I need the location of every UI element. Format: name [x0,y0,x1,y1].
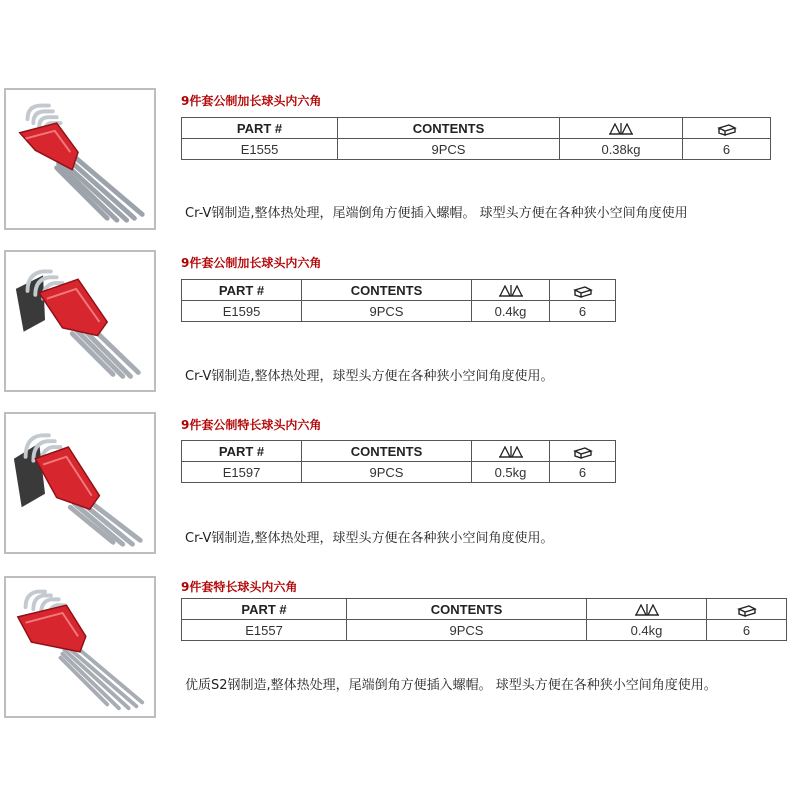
hex-key-set-image [6,90,154,228]
contents-value: 9PCS [338,139,560,160]
product-description: 优质S2钢制造,整体热处理，尾端倒角方便插入螺帽。 球型头方便在各种狭小空间角度使用。 [185,678,717,693]
product-description: Cr-V钢制造,整体热处理，球型头方便在各种狭小空间角度使用。 [185,369,554,384]
box-icon [737,601,757,616]
scale-icon [498,444,524,459]
product-image[interactable] [4,576,156,718]
contents-header: CONTENTS [302,280,472,301]
hex-key-set-image [6,578,154,716]
product-image[interactable] [4,88,156,230]
product-description: Cr-V钢制造,整体热处理，球型头方便在各种狭小空间角度使用。 [185,531,554,546]
hex-key-set-image [6,414,154,552]
part-number: E1555 [182,139,338,160]
weight-value: 0.4kg [587,620,707,641]
product-title: 9件套特长球头内六角 [181,580,298,594]
product-title: 9件套公制特长球头内六角 [181,418,322,432]
quantity-value: 6 [707,620,787,641]
spec-header-row [182,280,616,301]
scale-icon [634,602,660,617]
quantity-value: 6 [683,139,771,160]
spec-data-row [182,620,787,641]
product-image[interactable] [4,412,156,554]
quantity-value: 6 [550,301,616,322]
part-header: PART # [182,599,347,620]
box-icon [573,282,593,297]
part-number: E1557 [182,620,347,641]
box-icon [573,443,593,458]
part-number: E1595 [182,301,302,322]
spec-header-row [182,441,616,462]
contents-header: CONTENTS [347,599,587,620]
spec-data-row [182,462,616,483]
product-description: Cr-V钢制造,整体热处理，尾端倒角方便插入螺帽。 球型头方便在各种狭小空间角度使用 [185,206,688,221]
product-title: 9件套公制加长球头内六角 [181,94,322,108]
contents-value: 9PCS [302,301,472,322]
spec-table [181,598,787,641]
spec-table [181,440,616,483]
product-title: 9件套公制加长球头内六角 [181,256,322,270]
weight-value: 0.38kg [560,139,683,160]
spec-header-row [182,599,787,620]
spec-table [181,279,616,322]
quantity-value: 6 [550,462,616,483]
hex-key-set-image [6,252,154,390]
contents-value: 9PCS [302,462,472,483]
weight-value: 0.5kg [472,462,550,483]
spec-data-row [182,139,771,160]
spec-data-row [182,301,616,322]
part-number: E1597 [182,462,302,483]
product-image[interactable] [4,250,156,392]
spec-table [181,117,771,160]
contents-header: CONTENTS [302,441,472,462]
contents-header: CONTENTS [338,118,560,139]
part-header: PART # [182,441,302,462]
part-header: PART # [182,118,338,139]
box-icon [717,120,737,135]
scale-icon [608,121,634,136]
contents-value: 9PCS [347,620,587,641]
scale-icon [498,283,524,298]
part-header: PART # [182,280,302,301]
spec-header-row [182,118,771,139]
weight-value: 0.4kg [472,301,550,322]
